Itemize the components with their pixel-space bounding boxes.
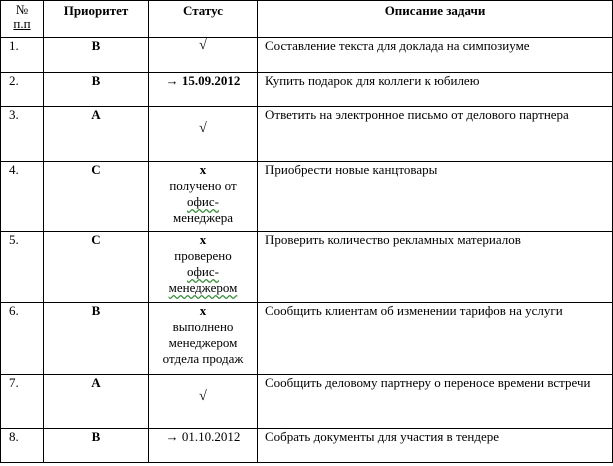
checkmark-icon: √	[199, 121, 207, 136]
row-status	[149, 107, 258, 162]
row-description: Приобрести новые канцтовары	[258, 162, 613, 232]
status-note: менеджером	[168, 280, 238, 295]
row-index: 1.	[1, 38, 44, 73]
row-description: Сообщить клиентам об изменении тарифов на услуги	[258, 303, 613, 375]
row-priority: A	[44, 107, 149, 162]
table-row	[1, 429, 613, 463]
header-priority: Приоритет	[44, 1, 149, 38]
cross-mark: x	[199, 162, 207, 177]
header-row	[1, 1, 613, 38]
table-row	[1, 38, 613, 73]
row-status: → 15.09.2012	[149, 73, 258, 107]
row-index: 4.	[1, 162, 44, 232]
table-row	[1, 375, 613, 429]
table-row	[1, 232, 613, 303]
row-description: Купить подарок для коллеги к юбилею	[258, 73, 613, 107]
row-index: 7.	[1, 375, 44, 429]
row-priority: C	[44, 162, 149, 232]
checkmark-icon: √	[199, 389, 207, 404]
header-number	[1, 1, 44, 38]
row-status	[149, 375, 258, 429]
table-row	[1, 162, 613, 232]
status-note: получено от	[169, 178, 237, 193]
header-description: Описание задачи	[258, 1, 613, 38]
header-status: Статус	[149, 1, 258, 38]
row-status	[149, 38, 258, 73]
status-note: отдела продаж	[162, 351, 244, 366]
row-index: 8.	[1, 429, 44, 463]
table-row	[1, 303, 613, 375]
checkmark-icon: √	[199, 38, 207, 53]
row-priority: B	[44, 73, 149, 107]
row-index: 3.	[1, 107, 44, 162]
row-description: Сообщить деловому партнеру о переносе времени встречи	[258, 375, 613, 429]
row-status	[149, 162, 258, 232]
row-priority: A	[44, 375, 149, 429]
row-description: Собрать документы для участия в тендере	[258, 429, 613, 463]
row-priority: B	[44, 303, 149, 375]
header-number-abbrev: п.п	[13, 16, 31, 31]
status-note: офис-	[187, 194, 219, 209]
cross-mark: x	[199, 232, 207, 247]
cross-mark: x	[199, 303, 207, 318]
row-priority: B	[44, 429, 149, 463]
row-index: 2.	[1, 73, 44, 107]
table-row	[1, 107, 613, 162]
row-status	[149, 232, 258, 303]
row-index: 5.	[1, 232, 44, 303]
row-status	[149, 303, 258, 375]
status-note: менеджера	[172, 210, 234, 225]
row-description: Проверить количество рекламных материалов	[258, 232, 613, 303]
row-priority: B	[44, 38, 149, 73]
row-description: Ответить на электронное письмо от делового партнера	[258, 107, 613, 162]
table-row	[1, 73, 613, 107]
status-note: проверено	[174, 248, 232, 263]
status-note: офис-	[187, 264, 219, 279]
row-status: → 01.10.2012	[149, 429, 258, 463]
row-description: Составление текста для доклада на симпозиуме	[258, 38, 613, 73]
row-index: 6.	[1, 303, 44, 375]
row-priority: C	[44, 232, 149, 303]
status-note: менеджером	[168, 335, 238, 350]
header-number-symbol: №	[15, 2, 29, 17]
status-note: выполнено	[172, 319, 234, 334]
